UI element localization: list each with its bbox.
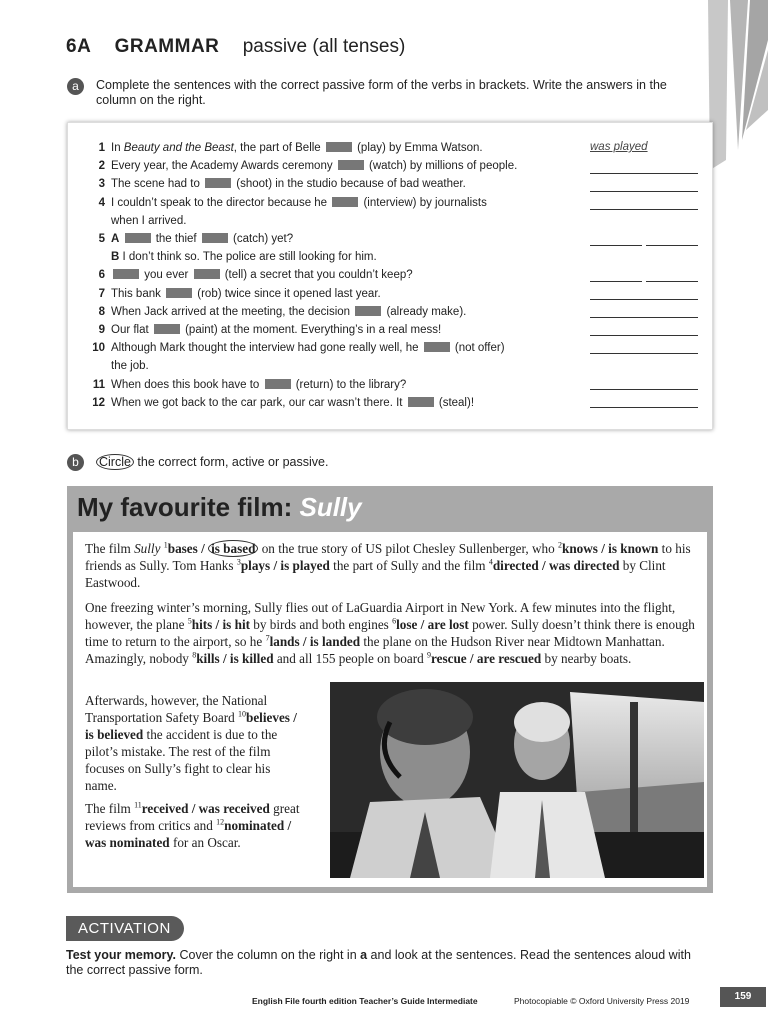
activation-lead: Test your memory. <box>66 948 176 962</box>
exercise-sentence: The scene had to (shoot) in the studio because of bad weather. <box>111 178 466 191</box>
exercise-sentence: the job. <box>111 360 149 373</box>
exercise-b-instruction <box>96 455 328 470</box>
answer-line[interactable] <box>590 341 698 354</box>
exercise-number: 10 <box>92 342 105 355</box>
film-article-title <box>77 492 362 523</box>
answer-line[interactable] <box>590 305 698 318</box>
exercise-number: 11 <box>92 378 105 391</box>
example-answer: was played <box>590 141 648 153</box>
exercise-sentence: A the thief (catch) yet? <box>111 233 294 245</box>
answer-line[interactable] <box>646 233 698 246</box>
article-paragraph-1: The film Sully $^1$bases / is based on the true story of US pilot Chesley Sullenberger, who $^2$knows / is known to his friends as Sully. Tom Hanks $^3$plays / is played the part of Sully and the film $^4$directed / was directed by Clint Eastwood. <box>85 540 691 590</box>
exercise-a-marker: a <box>67 78 84 95</box>
film-title-italic: Sully <box>299 492 362 522</box>
film-still-photo <box>330 682 704 878</box>
exercise-a-box <box>67 122 713 430</box>
section-title: GRAMMAR <box>114 36 220 57</box>
article-paragraph-4: The film $^{11}$received / was received great reviews from critics and $^{12}$nominated / was nominated for an Oscar. <box>85 800 300 850</box>
page-header <box>66 36 405 58</box>
answer-line[interactable] <box>590 269 642 282</box>
blank-gap <box>326 142 352 152</box>
exercise-number: 4 <box>98 196 105 209</box>
blank-gap <box>194 269 220 279</box>
blank-gap <box>355 306 381 316</box>
activation-text: Cover the column on the right in a and look at the sentences. Read the sentences aloud with the correct passive form. <box>66 948 691 977</box>
exercise-number: 2 <box>98 160 105 173</box>
activation-label: ACTIVATION <box>66 916 184 941</box>
exercise-number: 3 <box>98 178 105 191</box>
blank-gap <box>424 342 450 352</box>
page-number: 159 <box>720 987 766 1007</box>
blank-gap <box>154 324 180 334</box>
blank-gap <box>408 397 434 407</box>
exercise-sentence: This bank (rob) twice since it opened last year. <box>111 287 381 300</box>
blank-gap <box>113 269 139 279</box>
exercise-number: 6 <box>98 269 105 282</box>
exercise-sentence: when I arrived. <box>111 214 187 227</box>
exercise-sentence: When we got back to the car park, our car wasn’t there. It (steal)! <box>111 396 475 409</box>
exercise-number: 7 <box>98 287 105 300</box>
film-article-box <box>67 486 713 893</box>
answer-line[interactable] <box>590 323 698 336</box>
blank-gap <box>202 233 228 243</box>
exercise-number: 9 <box>98 324 105 336</box>
exercise-number: 8 <box>98 305 105 318</box>
circle-word: Circle <box>96 454 134 470</box>
answer-line[interactable] <box>590 161 698 174</box>
answer-line[interactable] <box>590 395 698 408</box>
film-article-body <box>73 532 707 887</box>
exercise-sentence: you ever (tell) a secret that you couldn’t keep? <box>111 266 413 284</box>
blank-gap <box>265 379 291 389</box>
exercise-number: 5 <box>98 233 105 245</box>
footer-copyright: Photocopiable © Oxford University Press 2019 <box>514 996 690 1006</box>
footer-book-title: English File fourth edition Teacher’s Guide Intermediate <box>252 996 478 1006</box>
exercise-sentence: I couldn’t speak to the director because he (interview) by journalists <box>111 196 487 209</box>
exercise-sentence: Our flat (paint) at the moment. Everything’s in a real mess! <box>111 324 442 336</box>
answer-line[interactable] <box>590 377 698 390</box>
corner-decoration <box>708 0 768 170</box>
activation-instruction <box>66 948 706 978</box>
blank-gap <box>166 288 192 298</box>
answer-line[interactable] <box>590 287 698 300</box>
exercise-b-marker: b <box>67 454 84 471</box>
unit-label: 6A <box>66 36 92 57</box>
exercise-a-instruction: Complete the sentences with the correct passive form of the verbs in brackets. Write the answers in the column on the right. <box>96 78 667 107</box>
exercise-sentence: Every year, the Academy Awards ceremony (watch) by millions of people. <box>111 160 518 173</box>
answer-line[interactable] <box>590 233 642 246</box>
exercise-sentence: Although Mark thought the interview had gone really well, he (not offer) <box>111 342 505 355</box>
exercise-number: 12 <box>92 396 105 409</box>
exercise-number: 1 <box>98 142 105 154</box>
article-paragraph-2: One freezing winter’s morning, Sully flies out of LaGuardia Airport in New York. A few minutes into the flight, however, the plane $^5$hits / is hit by birds and both engines $^6$lose / are lost power. Sully doesn’t think there is enough time to return to the airport, so he $^7$lands / is landed the plane on the Hudson River near Midtown Manhattan. Amazingly, nobody $^8$kills / is killed and all 155 people on board $^9$rescue / are rescued by nearby boats. <box>85 600 695 666</box>
exercise-sentence: In Beauty and the Beast, the part of Belle (play) by Emma Watson. <box>111 142 483 154</box>
film-title-plain: My favourite film: <box>77 492 300 522</box>
answer-line[interactable] <box>590 197 698 210</box>
exercise-sentence: When Jack arrived at the meeting, the decision (already make). <box>111 305 467 318</box>
answer-line[interactable] <box>590 179 698 192</box>
answer-line[interactable] <box>646 269 698 282</box>
blank-gap <box>125 233 151 243</box>
blank-gap <box>205 178 231 188</box>
article-paragraph-3: Afterwards, however, the National Transportation Safety Board $^{10}$believes / is believed the accident is due to the pilot’s mistake. The rest of the film focuses on Sully’s fight to clear his name. <box>85 693 297 793</box>
blank-gap <box>338 160 364 170</box>
blank-gap <box>332 197 358 207</box>
exercise-b-instruction-text: the correct form, active or passive. <box>133 455 329 469</box>
exercise-sentence: When does this book have to (return) to the library? <box>111 378 407 391</box>
exercise-sentence: B I don’t think so. The police are still looking for him. <box>111 251 377 264</box>
section-subtitle: passive (all tenses) <box>242 36 406 57</box>
